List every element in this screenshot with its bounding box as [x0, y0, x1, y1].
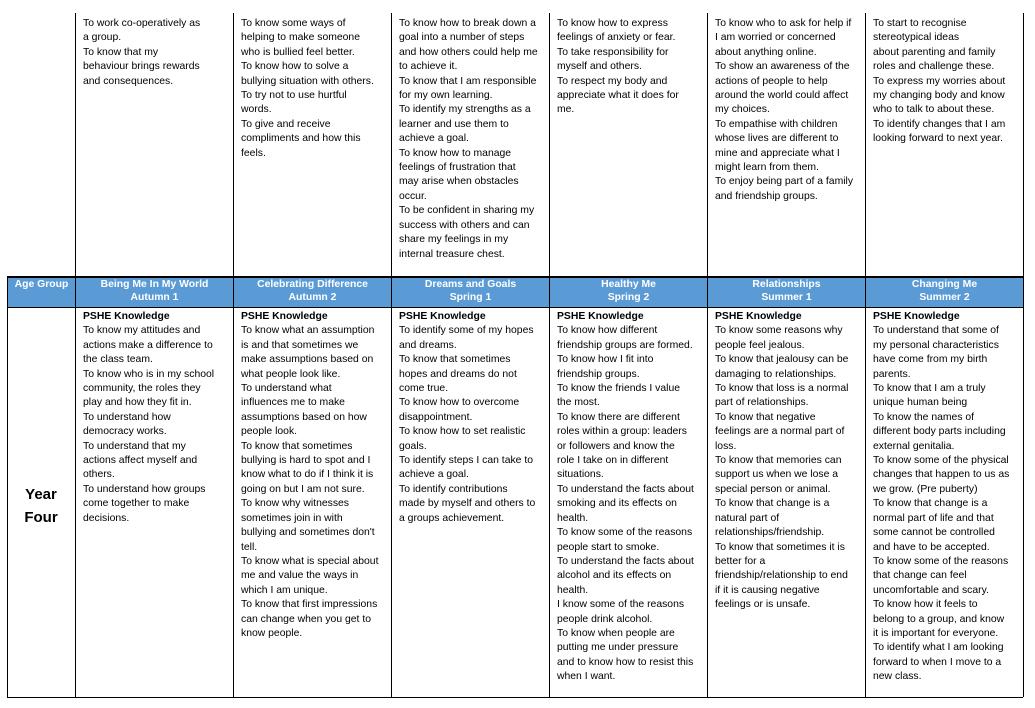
- objective-line: To empathise with children: [715, 118, 838, 130]
- objective-line: To know some of the reasons: [873, 555, 1009, 567]
- objective-line: others.: [83, 469, 115, 481]
- pshe-curriculum-table: [7, 13, 1023, 697]
- objective-line: To know how I fit into: [557, 354, 654, 366]
- objective-line: and have to be accepted.: [873, 541, 990, 553]
- objective-line: bullying and sometimes don't: [241, 527, 375, 539]
- objective-line: To know how to express: [557, 18, 668, 29]
- objective-line: To work co-operatively as: [83, 18, 201, 29]
- pshe-knowledge-heading: PSHE Knowledge: [83, 311, 170, 322]
- objective-line: To understand what: [241, 383, 332, 395]
- year-four-cell: [233, 309, 391, 695]
- objective-line: To understand the facts about: [557, 483, 694, 495]
- objective-line: and to know how to resist this: [557, 656, 694, 668]
- objective-line: feels.: [241, 147, 266, 159]
- objective-line: it is important for everyone.: [873, 627, 999, 639]
- objective-line: To know my attitudes and: [83, 325, 201, 337]
- year-label-line2: Four: [24, 509, 58, 526]
- objective-line: some cannot be controlled: [873, 527, 995, 539]
- objective-line: community, the roles they: [83, 383, 201, 395]
- objective-line: disappointment.: [399, 411, 473, 423]
- objective-line: stereotypical ideas: [873, 32, 960, 44]
- objective-line: To know that first impressions: [241, 599, 378, 611]
- column-divider: [75, 13, 76, 697]
- top-row-cell: [549, 16, 707, 274]
- objective-line: goals.: [399, 440, 427, 452]
- objective-line: To enjoy being part of a family: [715, 176, 854, 188]
- column-divider: [1023, 13, 1024, 697]
- objective-line: To know how to overcome: [399, 397, 520, 409]
- objective-line: tell.: [241, 541, 258, 553]
- term-header-cell: [233, 277, 391, 307]
- year-four-cell: [75, 309, 233, 695]
- objective-line: who to talk to about these.: [873, 104, 995, 116]
- objective-line: To know the names of: [873, 411, 975, 423]
- objective-line: uncomfortable and scary.: [873, 584, 989, 596]
- column-divider: [391, 13, 392, 697]
- objective-line: achieve a goal.: [399, 133, 469, 145]
- objective-line: success with others and can: [399, 219, 530, 231]
- objective-line: and dreams.: [399, 339, 457, 351]
- objective-line: To give and receive: [241, 118, 331, 130]
- objective-line: To know some of the physical: [873, 455, 1009, 467]
- objective-line: To understand how: [83, 411, 171, 423]
- objective-line: To understand that some of: [873, 325, 999, 337]
- objective-line: natural part of: [715, 512, 780, 524]
- objective-line: democracy works.: [83, 426, 167, 438]
- pshe-knowledge-heading: PSHE Knowledge: [399, 311, 486, 322]
- objective-line: forward to when I move to a: [873, 656, 1002, 668]
- row-divider-bottom: [7, 697, 1023, 698]
- objective-line: assumptions based on how: [241, 411, 367, 423]
- objective-line: To know when people are: [557, 627, 675, 639]
- objective-line: feelings of anxiety or fear.: [557, 32, 676, 44]
- objective-line: the class team.: [83, 354, 153, 366]
- objective-line: roles within a group: leaders: [557, 426, 687, 438]
- objective-line: friendship/relationship to end: [715, 570, 848, 582]
- objective-line: To try not to use hurtful: [241, 90, 347, 102]
- term-title: Relationships: [752, 279, 821, 290]
- objective-line: damaging to relationships.: [715, 368, 837, 380]
- objective-line: my choices.: [715, 104, 770, 116]
- objective-line: is and that sometimes we: [241, 339, 359, 351]
- objective-line: To identify some of my hopes: [399, 325, 534, 337]
- term-header-cell: [549, 277, 707, 307]
- objective-line: To know that change is a: [873, 498, 988, 510]
- objective-line: To know some reasons why: [715, 325, 843, 337]
- objective-line: To know how different: [557, 325, 658, 337]
- objective-line: actions of people to help: [715, 75, 828, 87]
- pshe-knowledge-heading: PSHE Knowledge: [715, 311, 802, 322]
- objective-line: myself and others.: [557, 61, 642, 73]
- row-divider-header: [7, 307, 1023, 308]
- objective-line: roles and challenge these.: [873, 61, 995, 73]
- objective-line: whose lives are different to: [715, 133, 839, 145]
- objective-line: people start to smoke.: [557, 541, 660, 553]
- objective-line: To know who to ask for help if: [715, 18, 852, 29]
- objective-line: part of relationships.: [715, 397, 809, 409]
- objective-line: what people look like.: [241, 368, 341, 380]
- objective-line: me.: [557, 104, 575, 116]
- pshe-knowledge-heading: PSHE Knowledge: [873, 311, 960, 322]
- objective-line: a groups achievement.: [399, 512, 505, 524]
- objective-line: To know some of the reasons: [557, 527, 693, 539]
- objective-line: To know why witnesses: [241, 498, 349, 510]
- objective-line: belong to a group, and know: [873, 613, 1005, 625]
- objective-line: alcohol and its effects on: [557, 570, 672, 582]
- objective-line: who is bullied feel better.: [241, 46, 355, 58]
- objective-line: changes that happen to us as: [873, 469, 1010, 481]
- objective-line: made by myself and others to: [399, 498, 536, 510]
- objective-line: To identify my strengths as a: [399, 104, 531, 116]
- term-season: Autumn 2: [288, 292, 337, 303]
- objective-line: or followers and know the: [557, 440, 675, 452]
- column-divider: [549, 13, 550, 697]
- objective-line: we grow. (Pre puberty): [873, 483, 978, 495]
- objective-line: I am worried or concerned: [715, 32, 836, 44]
- top-row-cell: [391, 16, 549, 274]
- column-divider: [865, 13, 866, 697]
- objective-line: To know there are different: [557, 411, 680, 423]
- objective-line: a group.: [83, 32, 122, 44]
- objective-line: influences me to make: [241, 397, 345, 409]
- objective-line: To know how it feels to: [873, 599, 978, 611]
- objective-line: smoking and its effects on: [557, 498, 677, 510]
- objective-line: To know that change is a: [715, 498, 830, 510]
- objective-line: friendship groups.: [557, 368, 640, 380]
- term-header-cell: [391, 277, 549, 307]
- term-season: Autumn 1: [130, 292, 179, 303]
- objective-line: actions affect myself and: [83, 455, 198, 467]
- objective-line: my personal characteristics: [873, 339, 999, 351]
- objective-line: behaviour brings rewards: [83, 61, 200, 73]
- objective-line: To identify contributions: [399, 483, 508, 495]
- objective-line: new class.: [873, 671, 922, 683]
- objective-line: To identify steps I can take to: [399, 455, 533, 467]
- term-title: Celebrating Difference: [257, 279, 368, 290]
- objective-line: To show an awareness of the: [715, 61, 850, 73]
- top-row-cell: [707, 16, 865, 274]
- objective-line: words.: [241, 104, 272, 116]
- objective-line: To know that sometimes it is: [715, 541, 845, 553]
- objective-line: come together to make: [83, 498, 190, 510]
- term-season: Summer 2: [919, 292, 970, 303]
- objective-line: know what to do if I think it is: [241, 469, 374, 481]
- objective-line: To know who is in my school: [83, 368, 215, 380]
- objective-line: share my feelings in my: [399, 234, 509, 246]
- year-four-cell: [549, 309, 707, 695]
- term-header-cell: [707, 277, 865, 307]
- objective-line: special person or animal.: [715, 483, 831, 495]
- objective-line: might learn from them.: [715, 162, 819, 174]
- objective-line: I know some of the reasons: [557, 599, 685, 611]
- objective-line: relationships/friendship.: [715, 527, 825, 539]
- objective-line: about anything online.: [715, 46, 817, 58]
- term-title: Healthy Me: [601, 279, 656, 290]
- column-divider: [7, 276, 8, 697]
- objective-line: people drink alcohol.: [557, 613, 653, 625]
- term-season: Spring 2: [607, 292, 650, 303]
- objective-line: for my own learning.: [399, 90, 493, 102]
- year-label: [7, 483, 75, 529]
- objective-line: appreciate what it does for: [557, 90, 679, 102]
- top-row-cell: [865, 16, 1023, 274]
- objective-line: to achieve it.: [399, 61, 458, 73]
- term-title: Changing Me: [911, 279, 978, 290]
- objective-line: To know that my: [83, 46, 159, 58]
- objective-line: putting me under pressure: [557, 642, 679, 654]
- objective-line: health.: [557, 584, 589, 596]
- objective-line: if it is causing negative: [715, 584, 820, 596]
- objective-line: bullying situation with others.: [241, 75, 374, 87]
- objective-line: To know how to break down a: [399, 18, 536, 29]
- objective-line: feelings or is unsafe.: [715, 599, 811, 611]
- objective-line: mine and appreciate what I: [715, 147, 840, 159]
- objective-line: may arise when obstacles: [399, 176, 519, 188]
- objective-line: going on but I am not sure.: [241, 483, 365, 495]
- objective-line: helping to make someone: [241, 32, 360, 44]
- objective-line: which I am unique.: [241, 584, 328, 596]
- objective-line: learner and use them to: [399, 118, 509, 130]
- objective-line: To know that sometimes: [241, 440, 353, 452]
- objective-line: role I take on in different: [557, 455, 669, 467]
- objective-line: situations.: [557, 469, 604, 481]
- term-title: Dreams and Goals: [424, 279, 517, 290]
- objective-line: make assumptions based on: [241, 354, 374, 366]
- objective-line: occur.: [399, 190, 427, 202]
- top-row-cell: [75, 16, 233, 274]
- year-four-cell: [707, 309, 865, 695]
- objective-line: compliments and how this: [241, 133, 361, 145]
- objective-line: internal treasure chest.: [399, 248, 505, 260]
- term-season: Spring 1: [449, 292, 492, 303]
- objective-line: To know how to set realistic: [399, 426, 526, 438]
- objective-line: better for a: [715, 555, 766, 567]
- objective-line: around the world could affect: [715, 90, 849, 102]
- objective-line: people feel jealous.: [715, 339, 805, 351]
- objective-line: achieve a goal.: [399, 469, 469, 481]
- objective-line: different body parts including: [873, 426, 1006, 438]
- term-season: Summer 1: [761, 292, 812, 303]
- term-title: Being Me In My World: [100, 279, 209, 290]
- age-group-label: Age Group: [14, 279, 69, 290]
- objective-line: To identify what I am looking: [873, 642, 1004, 654]
- objective-line: To know what an assumption: [241, 325, 375, 337]
- year-label-line1: Year: [25, 486, 57, 503]
- objective-line: can change when you get to: [241, 613, 371, 625]
- objective-line: To know that memories can: [715, 455, 842, 467]
- objective-line: goal into a number of steps: [399, 32, 525, 44]
- row-divider-top: [7, 276, 1023, 278]
- objective-line: and friendship groups.: [715, 190, 818, 202]
- objective-line: the most.: [557, 397, 600, 409]
- column-divider: [233, 13, 234, 697]
- objective-line: and consequences.: [83, 75, 174, 87]
- objective-line: To understand the facts about: [557, 555, 694, 567]
- objective-line: normal part of life and that: [873, 512, 994, 524]
- objective-line: external genitalia.: [873, 440, 955, 452]
- objective-line: To know that jealousy can be: [715, 354, 849, 366]
- objective-line: To know that I am a truly: [873, 383, 986, 395]
- objective-line: unique human being: [873, 397, 968, 409]
- pshe-knowledge-heading: PSHE Knowledge: [557, 311, 644, 322]
- objective-line: To understand how groups: [83, 483, 206, 495]
- objective-line: To know the friends I value: [557, 383, 681, 395]
- objective-line: bullying is hard to spot and I: [241, 455, 371, 467]
- objective-line: To know that sometimes: [399, 354, 511, 366]
- term-header-cell: [865, 277, 1023, 307]
- objective-line: To know that loss is a normal: [715, 383, 849, 395]
- objective-line: friendship groups are formed.: [557, 339, 693, 351]
- column-divider: [707, 13, 708, 697]
- objective-line: To know some ways of: [241, 18, 346, 29]
- top-row-cell: [233, 16, 391, 274]
- objective-line: To know that negative: [715, 411, 816, 423]
- objective-line: loss.: [715, 440, 737, 452]
- objective-line: looking forward to next year.: [873, 133, 1003, 145]
- objective-line: me and value the ways in: [241, 570, 359, 582]
- objective-line: decisions.: [83, 512, 130, 524]
- objective-line: To respect my body and: [557, 75, 668, 87]
- year-four-cell: [391, 309, 549, 695]
- objective-line: about parenting and family: [873, 46, 996, 58]
- objective-line: To know how to manage: [399, 147, 512, 159]
- objective-line: health.: [557, 512, 589, 524]
- year-four-cell: [865, 309, 1023, 695]
- objective-line: when I want.: [557, 671, 616, 683]
- objective-line: feelings of frustration that: [399, 162, 516, 174]
- objective-line: To identify changes that I am: [873, 118, 1006, 130]
- objective-line: have come from my birth: [873, 354, 988, 366]
- objective-line: play and how they fit in.: [83, 397, 192, 409]
- objective-line: come true.: [399, 383, 449, 395]
- objective-line: To be confident in sharing my: [399, 205, 535, 217]
- objective-line: my changing body and know: [873, 90, 1005, 102]
- objective-line: and how others could help me: [399, 46, 538, 58]
- objective-line: To understand that my: [83, 440, 186, 452]
- objective-line: To know how to solve a: [241, 61, 349, 73]
- objective-line: sometimes join in with: [241, 512, 343, 524]
- objective-line: know people.: [241, 627, 303, 639]
- pshe-knowledge-heading: PSHE Knowledge: [241, 311, 328, 322]
- objective-line: parents.: [873, 368, 911, 380]
- objective-line: To express my worries about: [873, 75, 1006, 87]
- objective-line: that change can feel: [873, 570, 967, 582]
- objective-line: support us when we lose a: [715, 469, 839, 481]
- age-group-header: [7, 277, 75, 307]
- term-header-cell: [75, 277, 233, 307]
- objective-line: hopes and dreams do not: [399, 368, 517, 380]
- objective-line: To take responsibility for: [557, 46, 669, 58]
- objective-line: To know what is special about: [241, 555, 379, 567]
- objective-line: actions make a difference to: [83, 339, 213, 351]
- objective-line: people look.: [241, 426, 298, 438]
- objective-line: To know that I am responsible: [399, 75, 537, 87]
- objective-line: To start to recognise: [873, 18, 967, 29]
- objective-line: feelings are a normal part of: [715, 426, 845, 438]
